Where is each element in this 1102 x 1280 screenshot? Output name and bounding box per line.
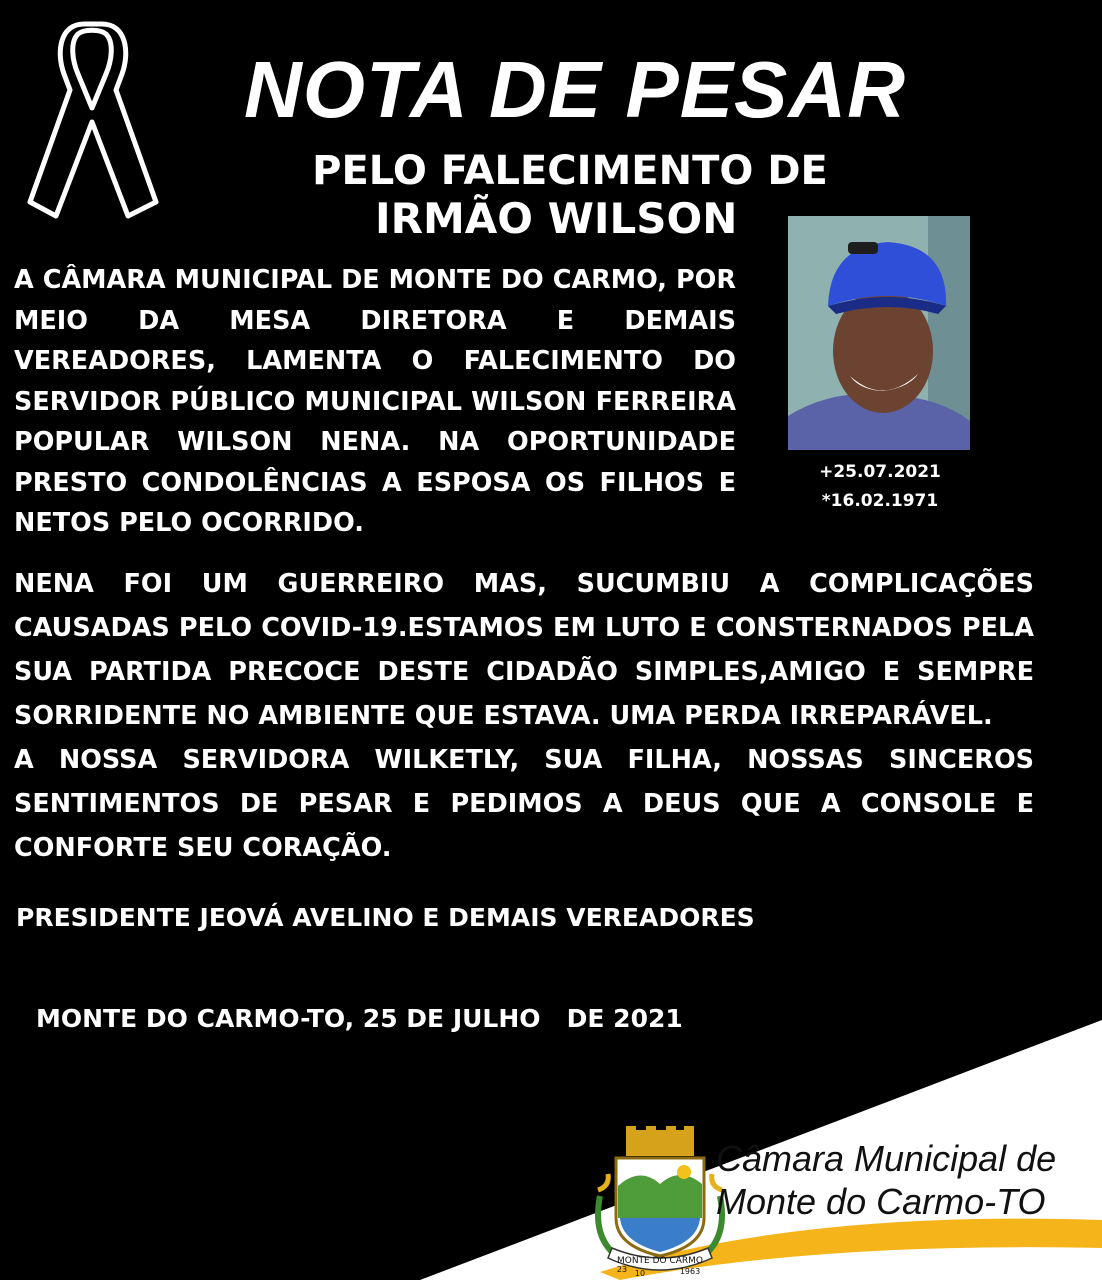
seal-month: 10 [634,1269,646,1278]
organization-name [716,1137,1096,1223]
mourning-ribbon-icon [22,12,172,222]
death-date: +25.07.2021 [819,462,941,482]
condolence-paragraph-1: A CÂMARA MUNICIPAL DE MONTE DO CARMO, POR MEIO DA MESA DIRETORA E DEMAIS VEREADORES, LAMENTA O FALECIMENTO DO SERVIDOR PÚBLICO MUNICIPAL WILSON FERREIRA POPULAR WILSON NENA. NA OPORTUNIDADE PRESTO CONDOLÊNCIAS A ESPOSA OS FILHOS E NETOS PELO OCORRIDO. [14,265,736,538]
organization-name-line-2: Monte do Carmo-TO [716,1181,1046,1222]
deceased-portrait [788,216,970,450]
condolence-paragraph-3: A NOSSA SERVIDORA WILKETLY, SUA FILHA, NOSSAS SINCEROS SENTIMENTOS DE PESAR E PEDIMOS A DEUS QUE A CONSOLE E CONFORTE SEU CORAÇÃO. [14,745,1034,863]
birth-date: *16.02.1971 [821,491,939,511]
seal-day: 23 [616,1265,628,1274]
signature: PRESIDENTE JEOVÁ AVELINO E DEMAIS VEREADORES [16,903,755,932]
subtitle-line-2: IRMÃO WILSON [375,194,738,243]
page-title: NOTA DE PESAR [244,45,906,134]
condolence-body [14,562,1034,870]
portrait-illustration [788,216,970,450]
place-and-date: MONTE DO CARMO-TO, 25 DE JULHO DE 2021 [36,1004,683,1033]
subtitle-line-1: PELO FALECIMENTO DE [312,148,828,194]
seal-label: MONTE DO CARMO [616,1256,704,1266]
organization-name-line-1: Câmara Municipal de [716,1138,1057,1179]
seal-year: 1963 [679,1267,701,1276]
condolence-paragraph-2: NENA FOI UM GUERREIRO MAS, SUCUMBIU A COMPLICAÇÕES CAUSADAS PELO COVID-19.ESTAMOS EM LUTO E CONSTERNADOS PELA SUA PARTIDA PRECOCE DESTE CIDADÃO SIMPLES,AMIGO E SEMPRE SORRIDENTE NO AMBIENTE QUE ESTAVA. UMA PERDA IRREPARÁVEL. [14,569,1034,731]
life-dates [780,458,980,516]
